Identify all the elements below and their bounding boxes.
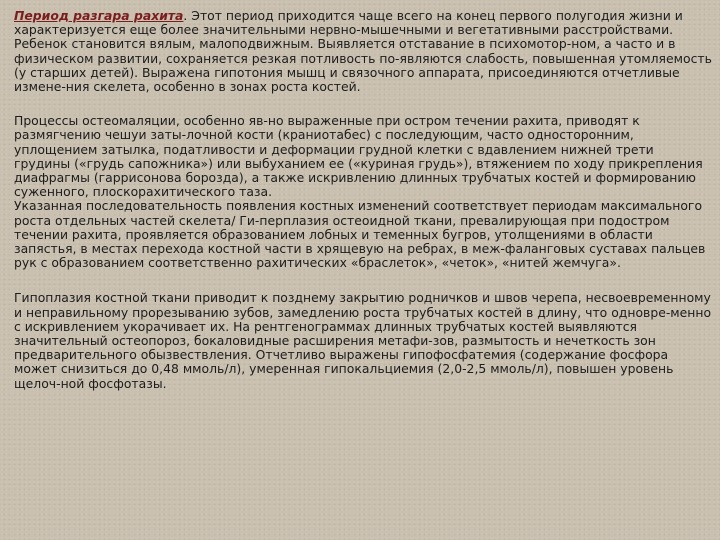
paragraph-period xyxy=(14,9,712,94)
section-title: Период разгара рахита xyxy=(14,8,184,23)
paragraph-period-text: . Этот период приходится чаще всего на конец первого полугодия жизни и характеризуется еще более значительными нервно-мышечными и вегетативными расстройствами. Ребенок становится вялым, малоподвижным. Выявляется отставание в психомотор-ном, а часто и в физическом развитии, сохраняется резкая потливость по-являются слабость, повышенная утомляемость (у старших детей). Выражена гипотония мышц и связочного аппарата, присоединяются отчетливые измене-ния скелета, особенно в зонах роста костей. xyxy=(14,8,712,95)
paragraph-hypoplasia: Гипоплазия костной ткани приводит к позднему закрытию родничков и швов черепа, несвоевременному и неправильному прорезыванию зубов, замедлению роста трубчатых костей в длину, что одновре-менно с искривлением укорачивает их. На рентгенограммах длинных трубчатых костей выявляются значительный остеопороз, бокаловидные расширения метафи-зов, размытость и нечеткость зон предварительного обызвествления. Отчетливо выражены гипофосфатемия (содержание фосфора может снизиться до 0,48 ммоль/л), умеренная гипокальциемия (2,0-2,5 ммоль/л), повышен уровень щелоч-ной фосфотазы. xyxy=(14,290,712,391)
paragraph-osteomalacia: Процессы остеомаляции, особенно яв-но выраженные при остром течении рахита, приводят к размягчению чешуи заты-лочной кости (краниотабес) с последующим, часто односторонним, уплощением затылка, податливости и деформации грудной клетки с вдавлением нижней трети грудины («грудь сапожника») или выбуханием ее («куриная грудь»), втяжением по ходу прикрепления диафрагмы (гаррисонова борозда), а также искривлению длинных трубчатых костей и формированию суженного, плоскорахитического таза. xyxy=(14,113,703,200)
paragraph-hyperplasia: Указанная последовательность появления костных изменений соответствует периодам максимального роста отдельных частей скелета/ Ги-перплазия остеоидной ткани, превалирующая при подостром течении рахита, проявляется образованием лобных и теменных бугров, утолщениями в области запястья, в местах перехода костной части в хрящевую на ребрах, в меж-фаланговых суставах пальцев рук с образованием соответственно рахитических «браслеток», «четок», «нитей жемчуга». xyxy=(14,198,706,271)
slide-text xyxy=(14,9,712,533)
